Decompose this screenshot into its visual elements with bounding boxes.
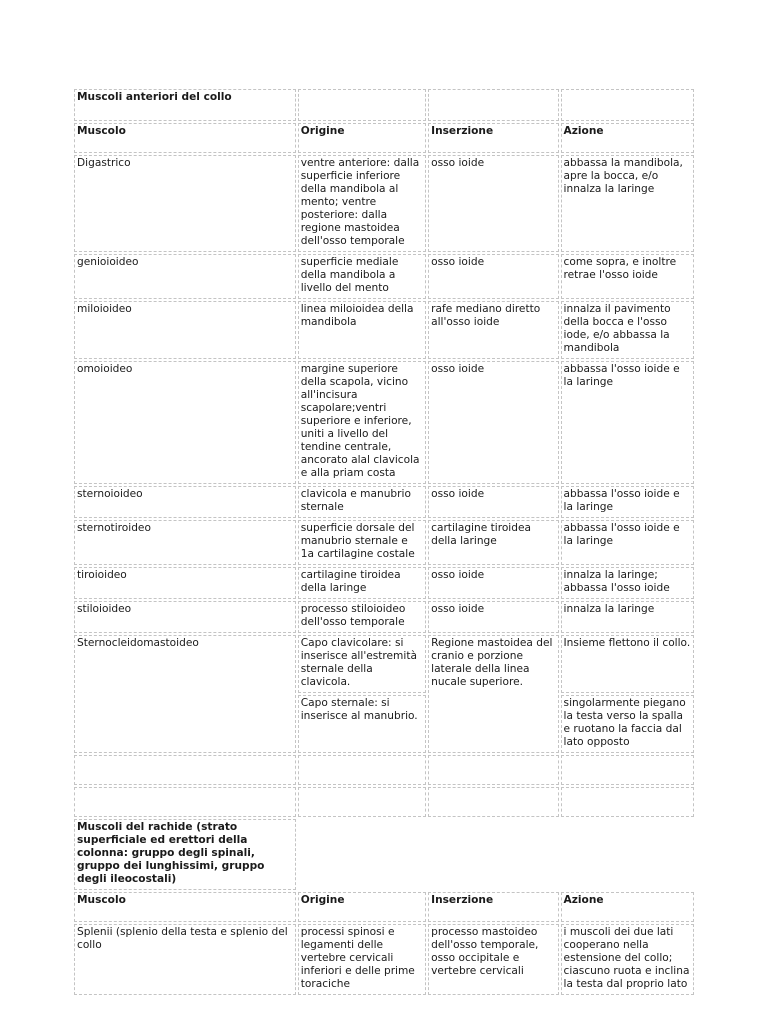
section-title-row (74, 819, 694, 890)
muscle-cell: omoioideo (74, 361, 296, 484)
header-muscolo: Muscolo (74, 892, 296, 922)
muscle-cell: sternotiroideo (74, 520, 296, 565)
origin-cell: superficie dorsale del manubrio sternale e 1a cartilagine costale (298, 520, 426, 565)
empty-cell (428, 755, 558, 785)
action-cell: abbassa la mandibola, apre la bocca, e/o innalza la laringe (561, 155, 694, 252)
empty-row (74, 787, 694, 817)
insertion-cell: processo mastoideo dell'osso temporale, osso occipitale e vertebre cervicali (428, 924, 558, 995)
table-row (74, 486, 694, 518)
table-row (74, 361, 694, 484)
empty-row (74, 755, 694, 785)
insertion-cell: osso ioide (428, 254, 558, 299)
document-page (72, 87, 696, 997)
origin-cell: superficie mediale della mandibola a livello del mento (298, 254, 426, 299)
origin-cell: Capo clavicolare: si inserisce all'estremità sternale della clavicola. (298, 635, 426, 693)
section-title: Muscoli del rachide (strato superficiale ed erettori della colonna: gruppo degli spinali, gruppo dei lunghissimi, gruppo degli ileocostali) (74, 819, 296, 890)
muscle-cell: stiloioideo (74, 601, 296, 633)
table-row (74, 520, 694, 565)
insertion-cell: osso ioide (428, 486, 558, 518)
insertion-cell: cartilagine tiroidea della laringe (428, 520, 558, 565)
insertion-cell: osso ioide (428, 567, 558, 599)
header-origine: Origine (298, 123, 426, 153)
table-row (74, 635, 694, 693)
action-cell: abbassa l'osso ioide e la laringe (561, 361, 694, 484)
action-cell: singolarmente piegano la testa verso la spalla e ruotano la faccia dal lato opposto (561, 695, 694, 753)
muscle-table (72, 87, 696, 997)
insertion-cell: osso ioide (428, 155, 558, 252)
empty-cell (561, 89, 694, 121)
table-row (74, 155, 694, 252)
empty-cell (74, 755, 296, 785)
header-row (74, 892, 694, 922)
table-row (74, 924, 694, 995)
empty-cell (428, 787, 558, 817)
action-cell: come sopra, e inoltre retrae l'osso ioide (561, 254, 694, 299)
action-cell: innalza la laringe (561, 601, 694, 633)
origin-cell: processi spinosi e legamenti delle vertebre cervicali inferiori e delle prime toraciche (298, 924, 426, 995)
action-cell: Insieme flettono il collo. (561, 635, 694, 693)
origin-cell: Capo sternale: si inserisce al manubrio. (298, 695, 426, 753)
header-inserzione: Inserzione (428, 892, 558, 922)
origin-cell: margine superiore della scapola, vicino all'incisura scapolare;ventri superiore e inferiore, uniti a livello del tendine centrale, ancorato alal clavicola e alla priam costa (298, 361, 426, 484)
action-cell: i muscoli dei due lati cooperano nella estensione del collo; ciascuno ruota e inclina la testa dal proprio lato (561, 924, 694, 995)
action-cell: innalza il pavimento della bocca e l'osso iode, e/o abbassa la mandibola (561, 301, 694, 359)
empty-cell (298, 89, 426, 121)
empty-cell (74, 787, 296, 817)
origin-cell: cartilagine tiroidea della laringe (298, 567, 426, 599)
header-origine: Origine (298, 892, 426, 922)
section-title: Muscoli anteriori del collo (74, 89, 296, 121)
muscle-cell: Sternocleidomastoideo (74, 635, 296, 753)
empty-cell (298, 787, 426, 817)
origin-cell: linea miloioidea della mandibola (298, 301, 426, 359)
muscle-cell: sternoioideo (74, 486, 296, 518)
action-cell: innalza la laringe; abbassa l'osso ioide (561, 567, 694, 599)
action-cell: abbassa l'osso ioide e la laringe (561, 520, 694, 565)
empty-cell (561, 755, 694, 785)
insertion-cell: osso ioide (428, 361, 558, 484)
muscle-cell: Digastrico (74, 155, 296, 252)
muscle-cell: genioioideo (74, 254, 296, 299)
empty-cell (298, 755, 426, 785)
table-row (74, 601, 694, 633)
action-cell: abbassa l'osso ioide e la laringe (561, 486, 694, 518)
muscle-cell: tiroioideo (74, 567, 296, 599)
origin-cell: processo stiloioideo dell'osso temporale (298, 601, 426, 633)
header-azione: Azione (561, 892, 694, 922)
muscle-cell: miloioideo (74, 301, 296, 359)
table-row (74, 254, 694, 299)
muscle-cell: Splenii (splenio della testa e splenio del collo (74, 924, 296, 995)
empty-cell (428, 89, 558, 121)
header-inserzione: Inserzione (428, 123, 558, 153)
origin-cell: ventre anteriore: dalla superficie inferiore della mandibola al mento; ventre posteriore: dalla regione mastoidea dell'osso temporale (298, 155, 426, 252)
section-title-row (74, 89, 694, 121)
table-row (74, 567, 694, 599)
empty-cell (298, 819, 694, 890)
insertion-cell: osso ioide (428, 601, 558, 633)
insertion-cell: rafe mediano diretto all'osso ioide (428, 301, 558, 359)
origin-cell: clavicola e manubrio sternale (298, 486, 426, 518)
empty-cell (561, 787, 694, 817)
table-row (74, 301, 694, 359)
header-row (74, 123, 694, 153)
header-muscolo: Muscolo (74, 123, 296, 153)
header-azione: Azione (561, 123, 694, 153)
insertion-cell: Regione mastoidea del cranio e porzione laterale della linea nucale superiore. (428, 635, 558, 753)
